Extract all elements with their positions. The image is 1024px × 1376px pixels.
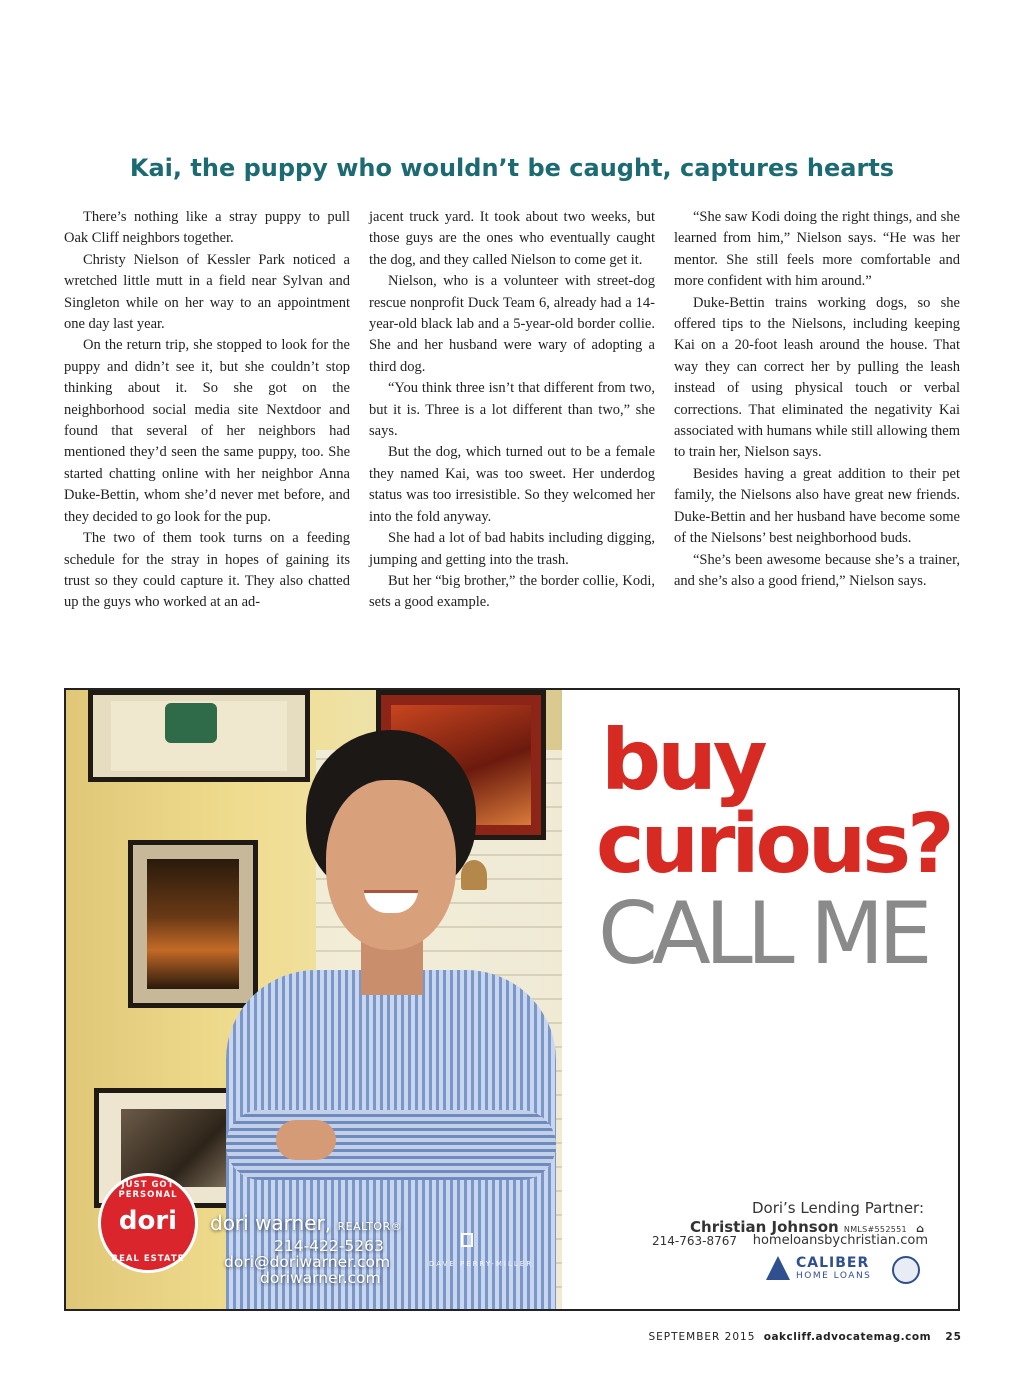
agent-title: REALTOR® [337, 1220, 403, 1233]
agent-email: dori@doriwarner.com [224, 1253, 391, 1271]
ad-headline-curious: curious? [596, 797, 951, 892]
brokerage-logo-icon [461, 1233, 473, 1247]
paragraph: Duke-Bettin trains working dogs, so she offered tips to the Nielsons, including keeping Kai on a 20-foot leash around the house. That way they can correct her by pulling the leash instead of using physical touch or verbal corrections. That eliminated the negativity Kai associated with humans while still allowing them to train her, Nielson says. [674, 294, 960, 461]
page-number: 25 [945, 1331, 962, 1343]
paragraph: She had a lot of bad habits including digging, jumping and getting into the trash. [369, 530, 655, 568]
agent-website: doriwarner.com [260, 1269, 381, 1287]
dori-logo-stamp [98, 1173, 198, 1273]
paragraph: There’s nothing like a stray puppy to pull Oak Cliff neighbors together. [64, 209, 350, 247]
article-column-2 [369, 207, 655, 614]
brokerage-name: DAVE PERRY-MILLER [428, 1260, 534, 1268]
paragraph: jacent truck yard. It took about two weeks, but those guys are the ones who eventually caught the dog, and they called Nielson to come get it. [369, 209, 655, 268]
paragraph: “You think three isn’t that different from two, but it is. Three is a lot different than two,” she says. [369, 380, 655, 440]
award-seal-icon [892, 1256, 920, 1284]
equal-housing-icon: ⌂ [916, 1222, 924, 1235]
caliber-line-2: HOME LOANS [796, 1271, 872, 1281]
agent-photo [66, 690, 562, 1309]
paragraph: But her “big brother,” the border collie, Kodi, sets a good example. [369, 572, 655, 611]
agent-name: dori warner, [210, 1211, 332, 1235]
nmls-number: NMLS#552551 [843, 1225, 907, 1234]
agent-name-line [210, 1212, 402, 1238]
paragraph: Nielson, who is a volunteer with street-dog rescue nonprofit Duck Team 6, already had a 14-year-old black lab and a 5-year-old border collie. She and her husband were wary of adopting a third dog. [369, 273, 655, 375]
caliber-wordmark [796, 1256, 871, 1282]
stamp-logo-word: dori [118, 1206, 178, 1236]
caliber-triangle-icon [766, 1256, 790, 1280]
agent-contact [210, 1212, 402, 1286]
ad-headline-buy: buy [601, 711, 764, 809]
stamp-ring-bottom: REAL ESTATE [111, 1254, 185, 1264]
paragraph: Christy Nielson of Kessler Park noticed a wretched little mutt in a field near Sylvan and Singleton while on her way to an appointment one day last year. [64, 251, 350, 333]
page-footer [648, 1331, 962, 1343]
paragraph: The two of them took turns on a feeding schedule for the stray in hopes of gaining its trust so they could capture it. They also chatted up the guys who worked at an ad- [64, 530, 350, 611]
paragraph: “She saw Kodi doing the right things, and she learned from him,” Nielson says. “He was her mentor. She still feels more comfortable and more confident with him around.” [674, 209, 960, 290]
article-column-1 [64, 207, 350, 614]
caliber-line-1: CALIBER [796, 1255, 870, 1271]
paragraph: Besides having a great addition to their pet family, the Nielsons also have great new friends. Duke-Bettin and her husband have become some of the Nielsons’ best neighborhood buds. [674, 465, 960, 547]
footer-website: oakcliff.advocatemag.com [763, 1331, 932, 1343]
lending-partner-website: homeloansbychristian.com [752, 1233, 928, 1248]
issue-date: SEPTEMBER 2015 [648, 1331, 756, 1343]
paragraph: But the dog, which turned out to be a female they named Kai, was too sweet. Her underdog status was too irresistible. So they welcomed her into the fold anyway. [369, 444, 655, 525]
article-body [64, 207, 960, 614]
lending-partner-label: Dori’s Lending Partner: [751, 1199, 924, 1217]
article-headline: Kai, the puppy who wouldn’t be caught, captures hearts [129, 154, 895, 182]
lending-partner-phone: 214-763-8767 [652, 1234, 738, 1248]
lending-partner-name: Christian Johnson [690, 1218, 839, 1236]
article-column-3 [674, 207, 960, 614]
paragraph: “She’s been awesome because she’s a trainer, and she’s also a good friend,” Nielson says. [674, 551, 960, 589]
realtor-advertisement [64, 688, 960, 1311]
agent-phone: 214-422-5263 [274, 1237, 384, 1255]
stamp-ring-top: JUST GOT PERSONAL [118, 1180, 178, 1200]
ad-headline-call-me: CALL ME [598, 884, 927, 984]
paragraph: On the return trip, she stopped to look for the puppy and didn’t see it, but she couldn’t stop thinking about it. So she got on the neighborhood social media site Nextdoor and found that several of her neighbors had mentioned they’d seen the same puppy, too. She started chatting online with her neighbor Anna Duke-Bettin, whom she’d never met before, and they decided to go look for the pup. [64, 337, 350, 525]
